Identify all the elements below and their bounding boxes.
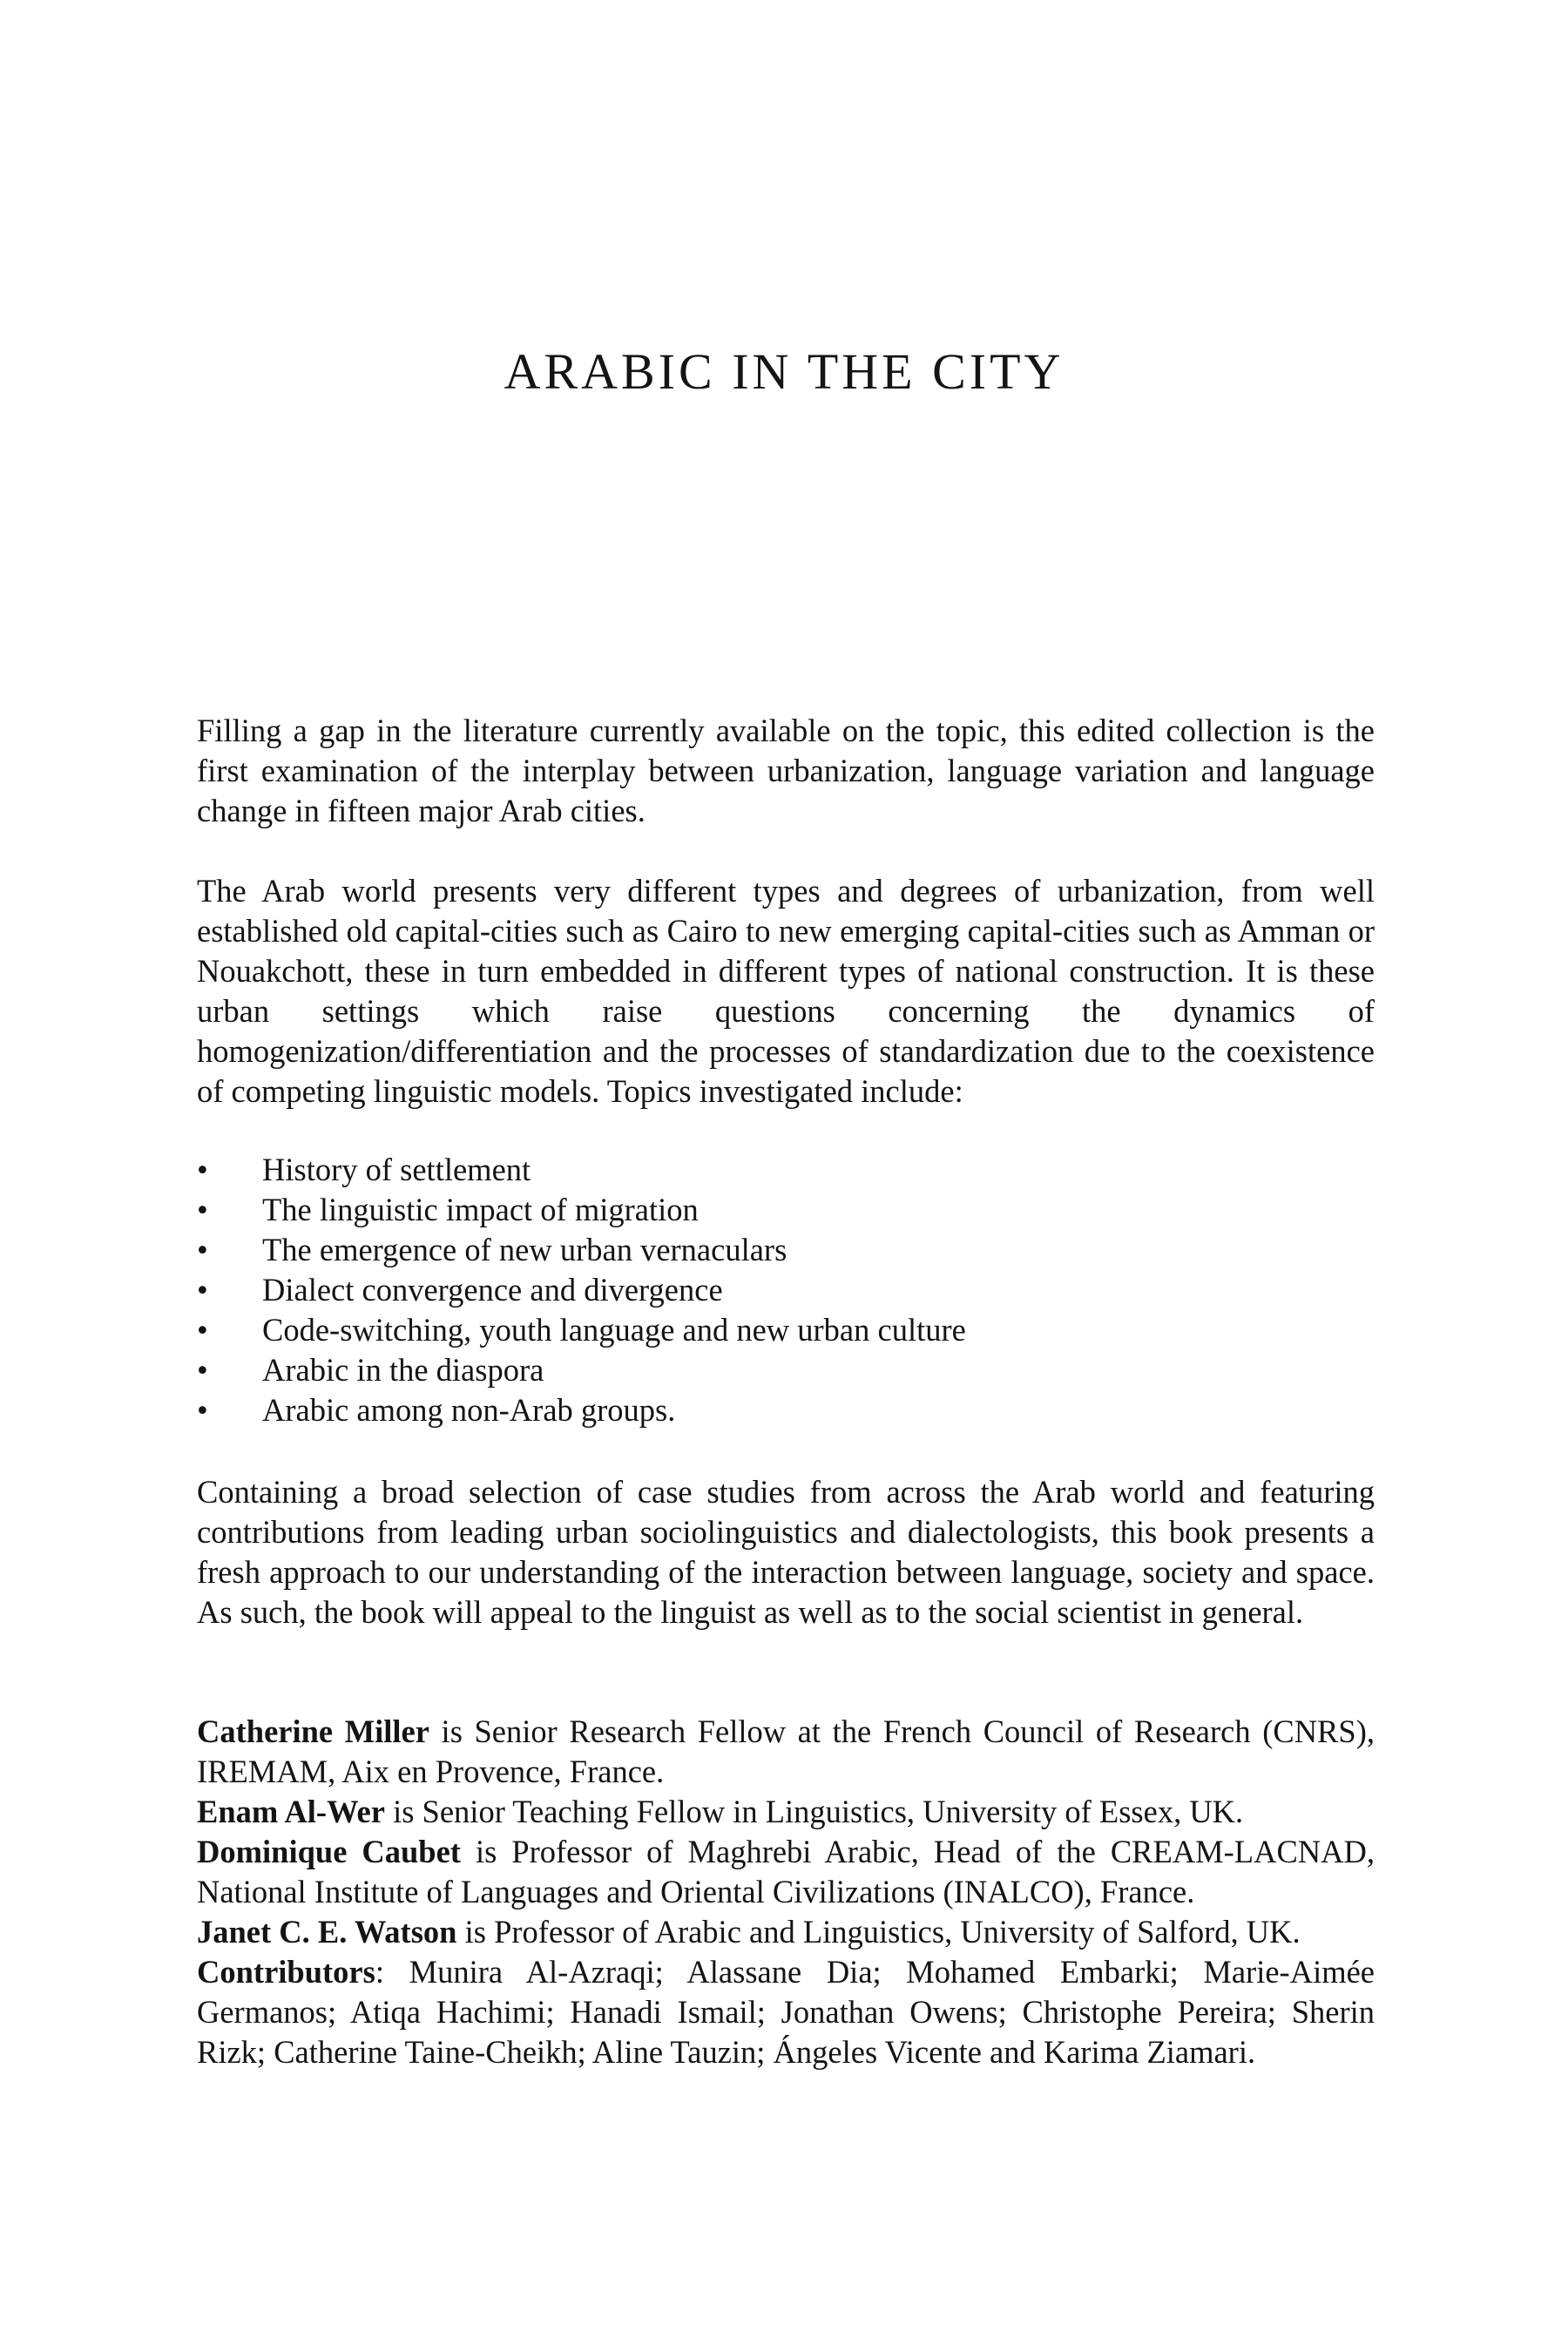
bio-text: is Senior Research Fellow at the French Council of Research (CNRS), IREMAM, Aix en Provence, France. bbox=[197, 1713, 1375, 1789]
list-item bbox=[197, 1270, 1375, 1310]
bio-entry bbox=[197, 1832, 1375, 1912]
bullet-icon: • bbox=[197, 1352, 208, 1388]
list-item bbox=[197, 1390, 1375, 1430]
contributors-text: : Munira Al-Azraqi; Alassane Dia; Mohamed Embarki; Marie-Aimée Germanos; Atiqa Hachimi; Hanadi Ismail; Jonathan Owens; Christophe Pereira; Sherin Rizk; Catherine Taine-Cheikh; Aline Tauzin; Ángeles Vicente and Karima Ziamari. bbox=[197, 1954, 1375, 2070]
list-item bbox=[197, 1150, 1375, 1190]
bio-name: Janet C. E. Watson bbox=[197, 1914, 457, 1950]
list-item bbox=[197, 1310, 1375, 1350]
bio-text: is Professor of Arabic and Linguistics, University of Salford, UK. bbox=[456, 1914, 1301, 1950]
bullet-icon: • bbox=[197, 1272, 208, 1308]
topic-text: History of settlement bbox=[262, 1152, 531, 1187]
bullet-icon: • bbox=[197, 1392, 208, 1428]
bio-name: Enam Al-Wer bbox=[197, 1794, 385, 1829]
topic-text: Arabic in the diaspora bbox=[262, 1352, 544, 1388]
list-item bbox=[197, 1230, 1375, 1270]
bio-entry bbox=[197, 1792, 1375, 1832]
bio-text: is Professor of Maghrebi Arabic, Head of the CREAM-LACNAD, National Institute of Languages and Oriental Civilizations (INALCO), France. bbox=[197, 1834, 1375, 1909]
list-item bbox=[197, 1350, 1375, 1390]
topic-text: Dialect convergence and divergence bbox=[262, 1272, 723, 1308]
context-paragraph: The Arab world presents very different types and degrees of urbanization, from well established old capital-cities such as Cairo to new emerging capital-cities such as Amman or Nouakchott, these in turn embedded in different types of national construction. It is these urban settings which raise questions concerning the dynamics of homogenization/differentiation and the processes of standardization due to the coexistence of competing linguistic models. Topics investigated include: bbox=[197, 873, 1375, 1109]
summary-paragraph: Containing a broad selection of case studies from across the Arab world and featuring contributions from leading urban sociolinguistics and dialectologists, this book presents a fresh approach to our understanding of the interaction between language, society and space. As such, the book will appeal to the linguist as well as to the social scientist in general. bbox=[197, 1474, 1375, 1630]
bullet-icon: • bbox=[197, 1152, 208, 1187]
bio-name: Dominique Caubet bbox=[197, 1834, 461, 1869]
topic-text: The linguistic impact of migration bbox=[262, 1192, 699, 1227]
topic-text: Code-switching, youth language and new urban culture bbox=[262, 1312, 966, 1348]
topic-text: Arabic among non-Arab groups. bbox=[262, 1392, 676, 1428]
contributors-label: Contributors bbox=[197, 1954, 375, 1990]
intro-paragraph: Filling a gap in the literature currently available on the topic, this edited collection is the first examination of the interplay between urbanization, language variation and language change in fifteen major Arab cities. bbox=[197, 713, 1375, 828]
list-item bbox=[197, 1190, 1375, 1230]
bio-entry bbox=[197, 1712, 1375, 1792]
bio-name: Catherine Miller bbox=[197, 1713, 429, 1749]
bullet-icon: • bbox=[197, 1192, 208, 1227]
bio-entry bbox=[197, 1912, 1375, 1952]
topic-text: The emergence of new urban vernaculars bbox=[262, 1232, 787, 1267]
contributors-entry bbox=[197, 1952, 1375, 2072]
bullet-icon: • bbox=[197, 1232, 208, 1267]
book-title: ARABIC IN THE CITY bbox=[504, 343, 1064, 400]
topics-list bbox=[197, 1150, 1375, 1430]
bullet-icon: • bbox=[197, 1312, 208, 1348]
bio-text: is Senior Teaching Fellow in Linguistics, University of Essex, UK. bbox=[384, 1794, 1244, 1829]
editor-bios bbox=[197, 1712, 1375, 2072]
